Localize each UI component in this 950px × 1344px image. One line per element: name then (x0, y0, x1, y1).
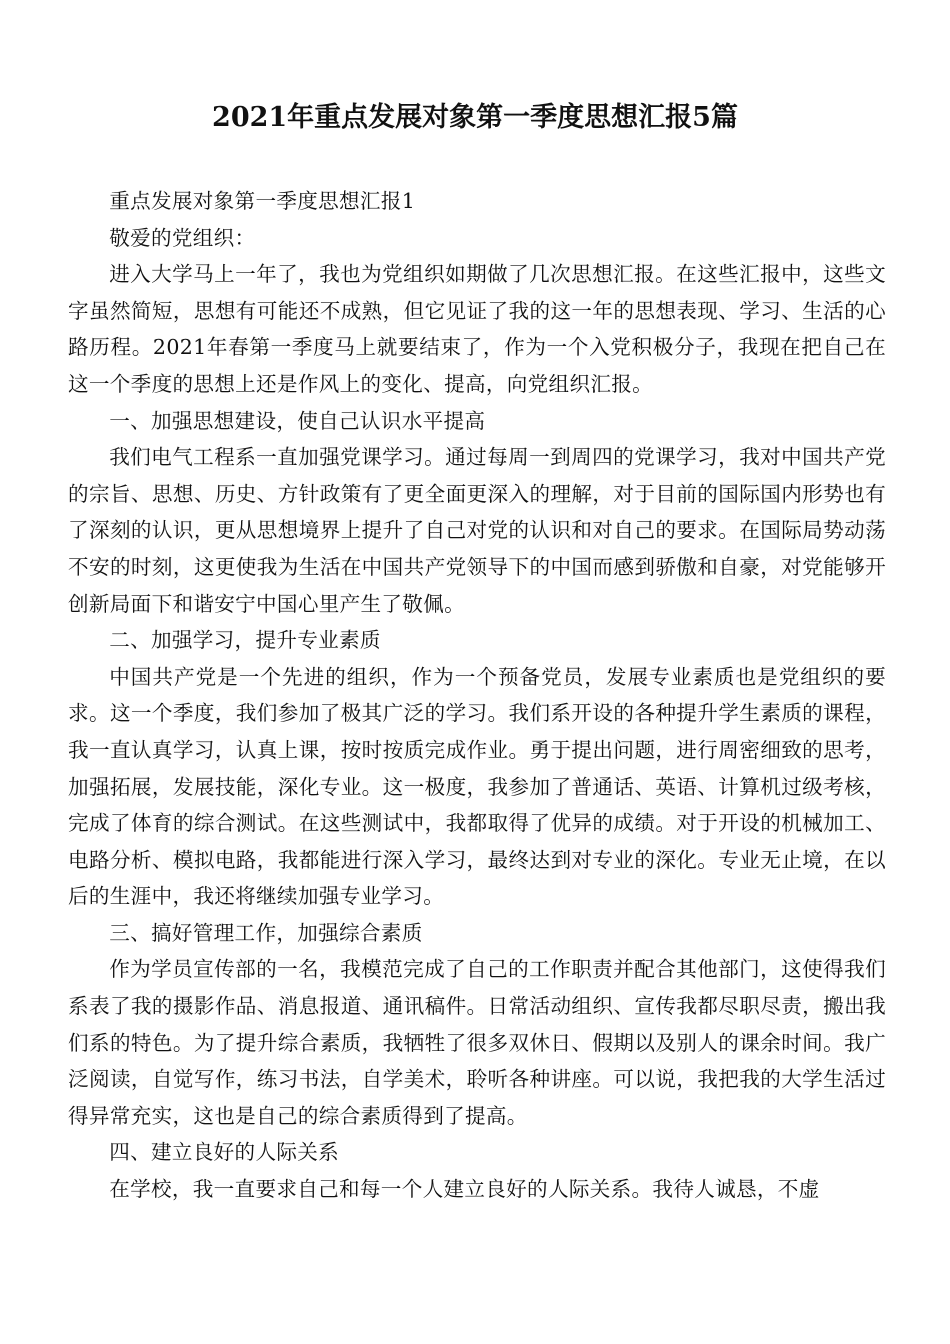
paragraph-study: 中国共产党是一个先进的组织，作为一个预备党员，发展专业素质也是党组织的要求。这一个季度，我们参加了极其广泛的学习。我们系开设的各种提升学生素质的课程，我一直认真学习，认真上课，按时按质完成作业。勇于提出问题，进行周密细致的思考，加强拓展，发展技能，深化专业。这一极度，我参加了普通话、英语、计算机过级考核，完成了体育的综合测试。在这些测试中，我都取得了优异的成绩。对于开设的机械加工、电路分析、模拟电路，我都能进行深入学习，最终达到对专业的深化。专业无止境，在以后的生涯中，我还将继续加强专业学习。 (68, 664, 886, 909)
section-heading: 重点发展对象第一季度思想汇报1 (109, 189, 416, 213)
paragraph-management: 作为学员宣传部的一名，我模范完成了自己的工作职责并配合其他部门，这使得我们系表了我的摄影作品、消息报道、通讯稿件。日常活动组织、宣传我都尽职尽责，搬出我们系的特色。为了提升综合素质，我牺牲了很多双休日、假期以及别人的课余时间。我广泛阅读，自觉写作，练习书法，自学美术，聆听各种讲座。可以说，我把我的大学生活过得异常充实，这也是自己的综合素质得到了提高。 (68, 957, 886, 1128)
heading-management: 三、搞好管理工作，加强综合素质 (109, 920, 423, 945)
heading-thought-building: 一、加强思想建设，使自己认识水平提高 (109, 408, 486, 433)
document-title: 2021年重点发展对象第一季度思想汇报5篇 (212, 102, 738, 133)
paragraph-thought-building: 我们电气工程系一直加强党课学习。通过每周一到周四的党课学习，我对中国共产党的宗旨、思想、历史、方针政策有了更全面更深入的理解，对于目前的国际国内形势也有了深刻的认识，更从思想境界上提升了自己对党的认识和对自己的要求。在国际局势动荡不安的时刻，这更使我为生活在中国共产党领导下的中国而感到骄傲和自豪，对党能够开创新局面下和谐安宁中国心里产生了敬佩。 (68, 445, 886, 616)
paragraph-relationships: 在学校，我一直要求自己和每一个人建立良好的人际关系。我待人诚恳，不虚 (109, 1177, 820, 1202)
salutation: 敬爱的党组织： (109, 225, 256, 250)
document-body (68, 183, 886, 1208)
heading-relationships: 四、建立良好的人际关系 (109, 1140, 340, 1165)
paragraph-intro: 进入大学马上一年了，我也为党组织如期做了几次思想汇报。在这些汇报中，这些文字虽然简短，思想有可能还不成熟，但它见证了我的这一年的思想表现、学习、生活的心路历程。2021年春第一季度马上就要结束了，作为一个入党积极分子，我现在把自己在这一个季度的思想上还是作风上的变化、提高，向党组织汇报。 (68, 262, 886, 396)
heading-study: 二、加强学习，提升专业素质 (109, 628, 381, 653)
